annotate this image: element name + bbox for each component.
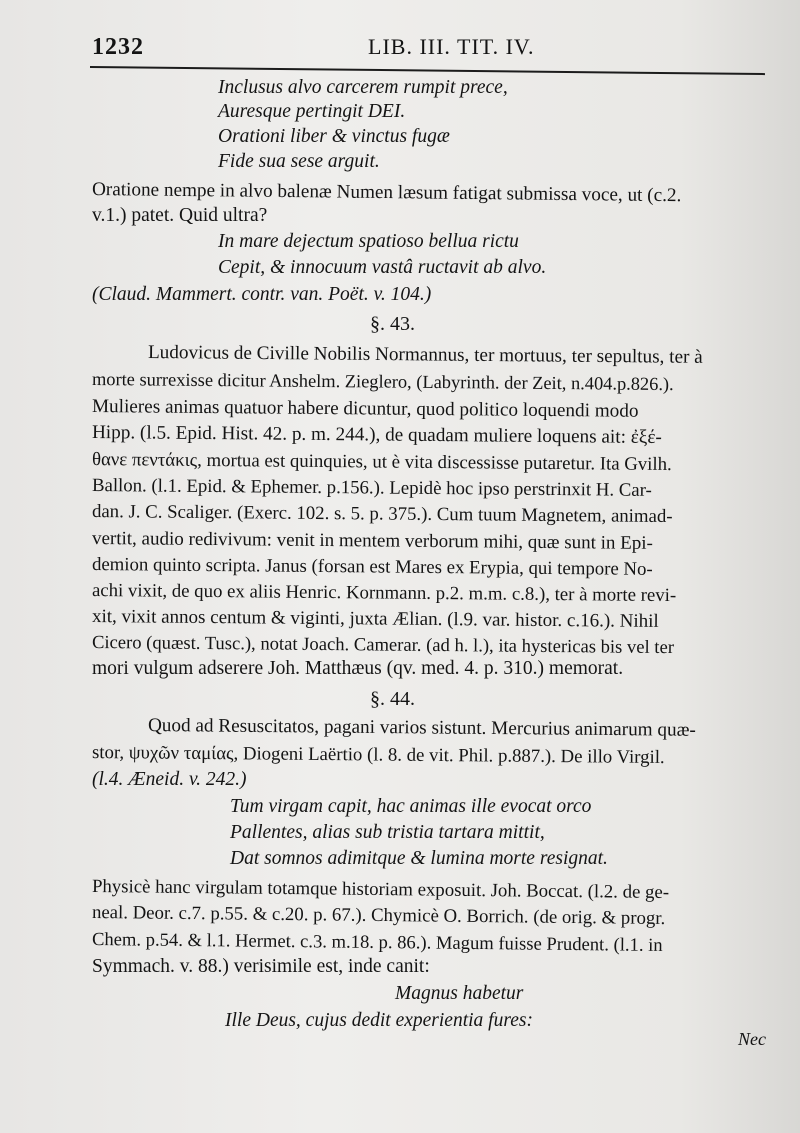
text-line: Quod ad Resuscitatos, pagani varios sistunt. Mercurius animarum quæ-: [147, 715, 696, 741]
text-line: v.1.) patet. Quid ultra?: [92, 205, 268, 226]
catchword: Nec: [738, 1029, 766, 1049]
text-line: Magnus habetur: [395, 983, 524, 1004]
page-number: 1232: [92, 34, 144, 60]
citation-line: (l.4. Æneid. v. 242.): [92, 769, 247, 790]
text-line: demion quinto scripta. Janus (forsan est Mares ex Erypia, qui tempore No-: [91, 554, 653, 580]
text-line: Hipp. (l.5. Epid. Hist. 42. p. m. 244.), de quadam muliere loquens ait: ἐξέ-: [91, 422, 662, 448]
text-line: Cicero (quæst. Tusc.), notat Joach. Camerar. (ad h. l.), ita hystericas bis vel ter: [91, 632, 675, 659]
text-line: mori vulgum adserere Joh. Matthæus (qv. med. 4. p. 310.) memorat.: [92, 658, 624, 679]
text-line: Inclusus alvo carcerem rumpit prece,: [218, 77, 508, 98]
section-heading: §. 43.: [370, 313, 415, 335]
text-line: dan. J. C. Scaliger. (Exerc. 102. s. 5. p. 375.). Cum tuum Magnetem, animad-: [91, 501, 673, 528]
text-line: Symmach. v. 88.) verisimile est, inde canit:: [92, 956, 430, 977]
page-header: [92, 28, 772, 68]
section-heading: §. 44.: [370, 688, 415, 710]
text-line: Ballon. (l.1. Epid. & Ephemer. p.156.). Lepidè hoc ipso perstrinxit H. Car-: [91, 475, 652, 501]
text-line: Mulieres animas quatuor habere dicuntur, quod politico loquendi modo: [91, 396, 639, 422]
text-line: Oratione nempe in alvo balenæ Numen læsum fatigat submissa voce, ut (c.2.: [91, 179, 682, 207]
text-line: morte surrexisse dicitur Anshelm. Zieglero, (Labyrinth. der Zeit, n.404.p.826.).: [91, 369, 674, 395]
running-title: LIB. III. TIT. IV.: [368, 34, 535, 59]
text-line: Chem. p.54. & l.1. Hermet. c.3. m.18. p. 86.). Magum fuisse Prudent. (l.1. in: [91, 929, 663, 956]
text-line: vertit, audio redivivum: venit in mentem verborum mihi, quæ sunt in Epi-: [91, 528, 654, 554]
text-line: Ille Deus, cujus dedit experientia fures:: [225, 1010, 533, 1031]
text-line: Physicè hanc virgulam totamque historiam exposuit. Joh. Boccat. (l.2. de ge-: [91, 876, 670, 904]
text-line: Ludovicus de Civille Nobilis Normannus, ter mortuus, ter sepultus, ter à: [147, 342, 703, 368]
text-line: stor, ψυχῶν ταμίας, Diogeni Laërtio (l. 8. de vit. Phil. p.887.). De illo Virgil.: [91, 742, 665, 768]
text-line: achi vixit, de quo ex aliis Henric. Kornmann. p.2. m.m. c.8.), ter à morte revi-: [91, 580, 677, 607]
text-line: xit, vixit annos centum & viginti, juxta Ælian. (l.9. var. histor. c.16.). Nihil: [91, 606, 659, 632]
citation-line: (Claud. Mammert. contr. van. Poët. v. 104.): [92, 284, 432, 305]
text-line: Dat somnos adimitque & lumina morte resignat.: [230, 848, 608, 869]
text-line: neal. Deor. c.7. p.55. & c.20. p. 67.). Chymicè O. Borrich. (de orig. & progr.: [91, 902, 666, 930]
text-line: Cepit, & innocuum vastâ ructavit ab alvo.: [218, 257, 547, 278]
text-line: Tum virgam capit, hac animas ille evocat orco: [230, 796, 592, 817]
text-line: Orationi liber & vinctus fugæ: [218, 126, 450, 147]
text-line: Pallentes, alias sub tristia tartara mittit,: [230, 822, 545, 843]
text-line: Auresque pertingit DEI.: [218, 101, 406, 122]
text-line: θανε πεντάκις, mortua est quinquies, ut è vita discessisse putaretur. Ita Gvilh.: [91, 449, 672, 476]
text-line: Fide sua sese arguit.: [218, 151, 380, 172]
text-line: In mare dejectum spatioso bellua rictu: [218, 231, 519, 252]
